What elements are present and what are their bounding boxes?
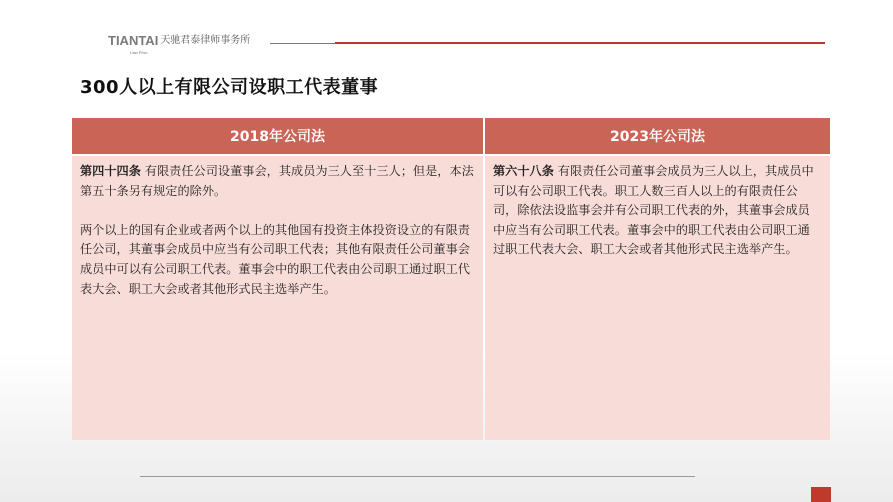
paragraph-2023-1 [493,162,822,260]
firm-logo [108,32,251,55]
logo-mark: TIANTAI Law Firm [108,34,158,47]
column-header-2023: 2023年公司法 [485,118,830,154]
article-number: 第六十八条 [493,164,554,178]
slide-title: 300人以上有限公司设职工代表董事 [80,77,379,98]
column-header-2018: 2018年公司法 [72,118,483,154]
comparison-table [72,118,830,440]
paragraph-2018-2: 两个以上的国有企业或者两个以上的其他国有投资主体投资设立的有限责任公司，其董事会成员中应当有公司职工代表；其他有限责任公司董事会成员中可以有公司职工代表。董事会中的职工代表由公司职工通过职工代表大会、职工大会或者其他形式民主选举产生。 [80,222,470,296]
footer-rule [140,476,695,477]
article-number: 第四十四条 [80,164,141,178]
logo-subtext: Law Firm [130,49,148,55]
cell-2018-text [72,156,483,440]
corner-accent [811,487,831,502]
article-text: 有限责任公司设董事会，其成员为三人至十三人；但是，本法第五十条另有规定的除外。 [80,164,474,198]
header-rule-gray [270,43,335,44]
cell-2023-text [485,156,830,440]
header-rule-red [335,42,825,44]
firm-name: 天驰君泰律师事务所 [160,34,251,46]
paragraph-2018-1 [80,162,475,201]
article-text: 有限责任公司董事会成员为三人以上，其成员中可以有公司职工代表。职工人数三百人以上的有限责任公司，除依法设监事会并有公司职工代表的外，其董事会成员中应当有公司职工代表。董事会中的职工代表由公司职工通过职工代表大会、职工大会或者其他形式民主选举产生。 [493,164,814,257]
